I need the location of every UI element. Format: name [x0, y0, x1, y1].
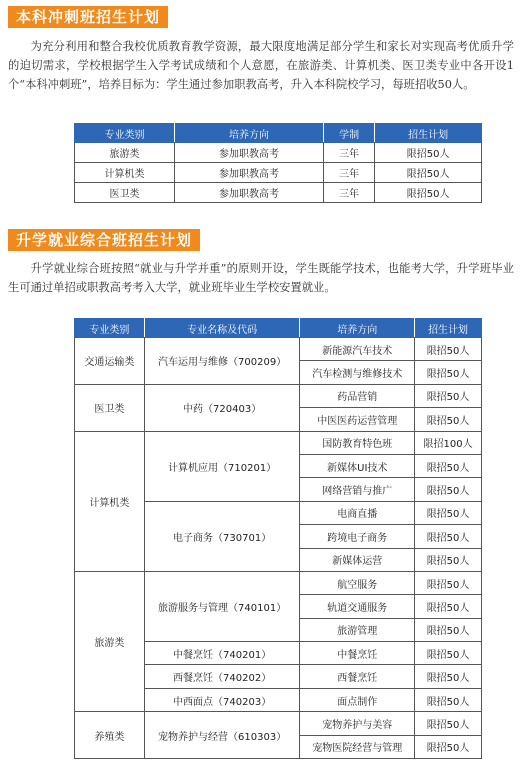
- table-row: [75, 384, 482, 407]
- section2-paragraph: 升学就业综合班按照“就业与升学并重”的原则开设，学生既能学技术，也能考大学，升学班毕业生可通过单招或职教高考考入大学，就业班毕业生学校安置就业。: [8, 262, 514, 294]
- plan-cell: 限招50人: [415, 548, 482, 571]
- plan-cell: 限招50人: [415, 384, 482, 407]
- plan-cell: 限招50人: [415, 735, 482, 758]
- section1-title: 本科冲刺班招生计划: [8, 6, 168, 28]
- direction-cell: 新媒体UI技术: [300, 454, 415, 477]
- table-cell: 限招50人: [375, 183, 482, 203]
- major-cell: 电子商务（730701）: [144, 501, 300, 571]
- direction-cell: 汽车检测与维修技术: [300, 361, 415, 384]
- table-cell: 参加职教高考: [175, 183, 324, 203]
- section1-paragraph: 为充分利用和整合我校优质教育教学资源，最大限度地满足部分学生和家长对实现高考优质升学的迫切需求，学校根据学生入学考试成绩和个人意愿，在旅游类、计算机类、医卫类专业中各开设1个“本科冲刺班”，培养目标为：学生通过参加职教高考，升入本科院校学习，每班招收50人。: [8, 40, 514, 91]
- table-cell: 限招50人: [375, 163, 482, 183]
- direction-cell: 宠物医院经营与管理: [300, 735, 415, 758]
- plan-cell: 限招50人: [415, 361, 482, 384]
- direction-cell: 国防教育特色班: [300, 431, 415, 454]
- table-row: [75, 183, 482, 203]
- major-cell: 西餐烹饪（740202）: [144, 665, 300, 688]
- plan-cell: 限招50人: [415, 688, 482, 711]
- major-cell: 汽车运用与维修（700209）: [144, 338, 300, 385]
- plan-cell: 限招50人: [415, 478, 482, 501]
- plan-cell: 限招50人: [415, 595, 482, 618]
- plan-cell: 限招50人: [415, 338, 482, 361]
- direction-cell: 药品营销: [300, 384, 415, 407]
- table-cell: 参加职教高考: [175, 143, 324, 163]
- table-cell: 三年: [323, 163, 374, 183]
- category-cell: 旅游类: [75, 571, 145, 711]
- major-cell: 宠物养护与经营（610303）: [144, 712, 300, 759]
- major-cell: 旅游服务与管理（740101）: [144, 571, 300, 641]
- direction-cell: 面点制作: [300, 688, 415, 711]
- table-cell: 限招50人: [375, 143, 482, 163]
- column-header: 专业类别: [75, 124, 175, 143]
- table-cell: 三年: [323, 183, 374, 203]
- column-header: 培养方向: [300, 319, 415, 338]
- table-row: [75, 571, 482, 594]
- direction-cell: 电商直播: [300, 501, 415, 524]
- plan-cell: 限招50人: [415, 642, 482, 665]
- table-cell: 旅游类: [75, 143, 175, 163]
- direction-cell: 网络营销与推广: [300, 478, 415, 501]
- direction-cell: 旅游管理: [300, 618, 415, 641]
- direction-cell: 西餐烹饪: [300, 665, 415, 688]
- column-header: 专业类别: [75, 319, 145, 338]
- direction-cell: 航空服务: [300, 571, 415, 594]
- plan-cell: 限招50人: [415, 408, 482, 431]
- column-header: 招生计划: [375, 124, 482, 143]
- plan-cell: 限招50人: [415, 571, 482, 594]
- table-cell: 三年: [323, 143, 374, 163]
- column-header: 招生计划: [415, 319, 482, 338]
- column-header: 学制: [323, 124, 374, 143]
- table-cell: 计算机类: [75, 163, 175, 183]
- direction-cell: 宠物养护与美容: [300, 712, 415, 735]
- direction-cell: 新媒体运营: [300, 548, 415, 571]
- category-cell: 医卫类: [75, 384, 145, 431]
- plan-cell: 限招50人: [415, 454, 482, 477]
- plan-table-1: [74, 123, 482, 203]
- direction-cell: 中医医药运营管理: [300, 408, 415, 431]
- table-header-row: [75, 124, 482, 143]
- major-cell: 中餐烹饪（740201）: [144, 642, 300, 665]
- plan-cell: 限招50人: [415, 525, 482, 548]
- major-cell: 计算机应用（710201）: [144, 431, 300, 501]
- category-cell: 养殖类: [75, 712, 145, 759]
- major-cell: 中药（720403）: [144, 384, 300, 431]
- table-row: [75, 143, 482, 163]
- table-cell: 医卫类: [75, 183, 175, 203]
- direction-cell: 轨道交通服务: [300, 595, 415, 618]
- plan-cell: 限招50人: [415, 618, 482, 641]
- column-header: 专业名称及代码: [144, 319, 300, 338]
- table-header-row: [75, 319, 482, 338]
- direction-cell: 中餐烹饪: [300, 642, 415, 665]
- plan-cell: 限招50人: [415, 712, 482, 735]
- major-cell: 中西面点（740203）: [144, 688, 300, 711]
- plan-cell: 限招100人: [415, 431, 482, 454]
- table-row: [75, 431, 482, 454]
- category-cell: 计算机类: [75, 431, 145, 571]
- plan-cell: 限招50人: [415, 501, 482, 524]
- table-cell: 参加职教高考: [175, 163, 324, 183]
- plan-table-2: [74, 318, 482, 759]
- category-cell: 交通运输类: [75, 338, 145, 385]
- table-row: [75, 712, 482, 735]
- table-row: [75, 163, 482, 183]
- plan-cell: 限招50人: [415, 665, 482, 688]
- column-header: 培养方向: [175, 124, 324, 143]
- direction-cell: 跨境电子商务: [300, 525, 415, 548]
- table-row: [75, 338, 482, 361]
- direction-cell: 新能源汽车技术: [300, 338, 415, 361]
- section2-title: 升学就业综合班招生计划: [8, 229, 200, 251]
